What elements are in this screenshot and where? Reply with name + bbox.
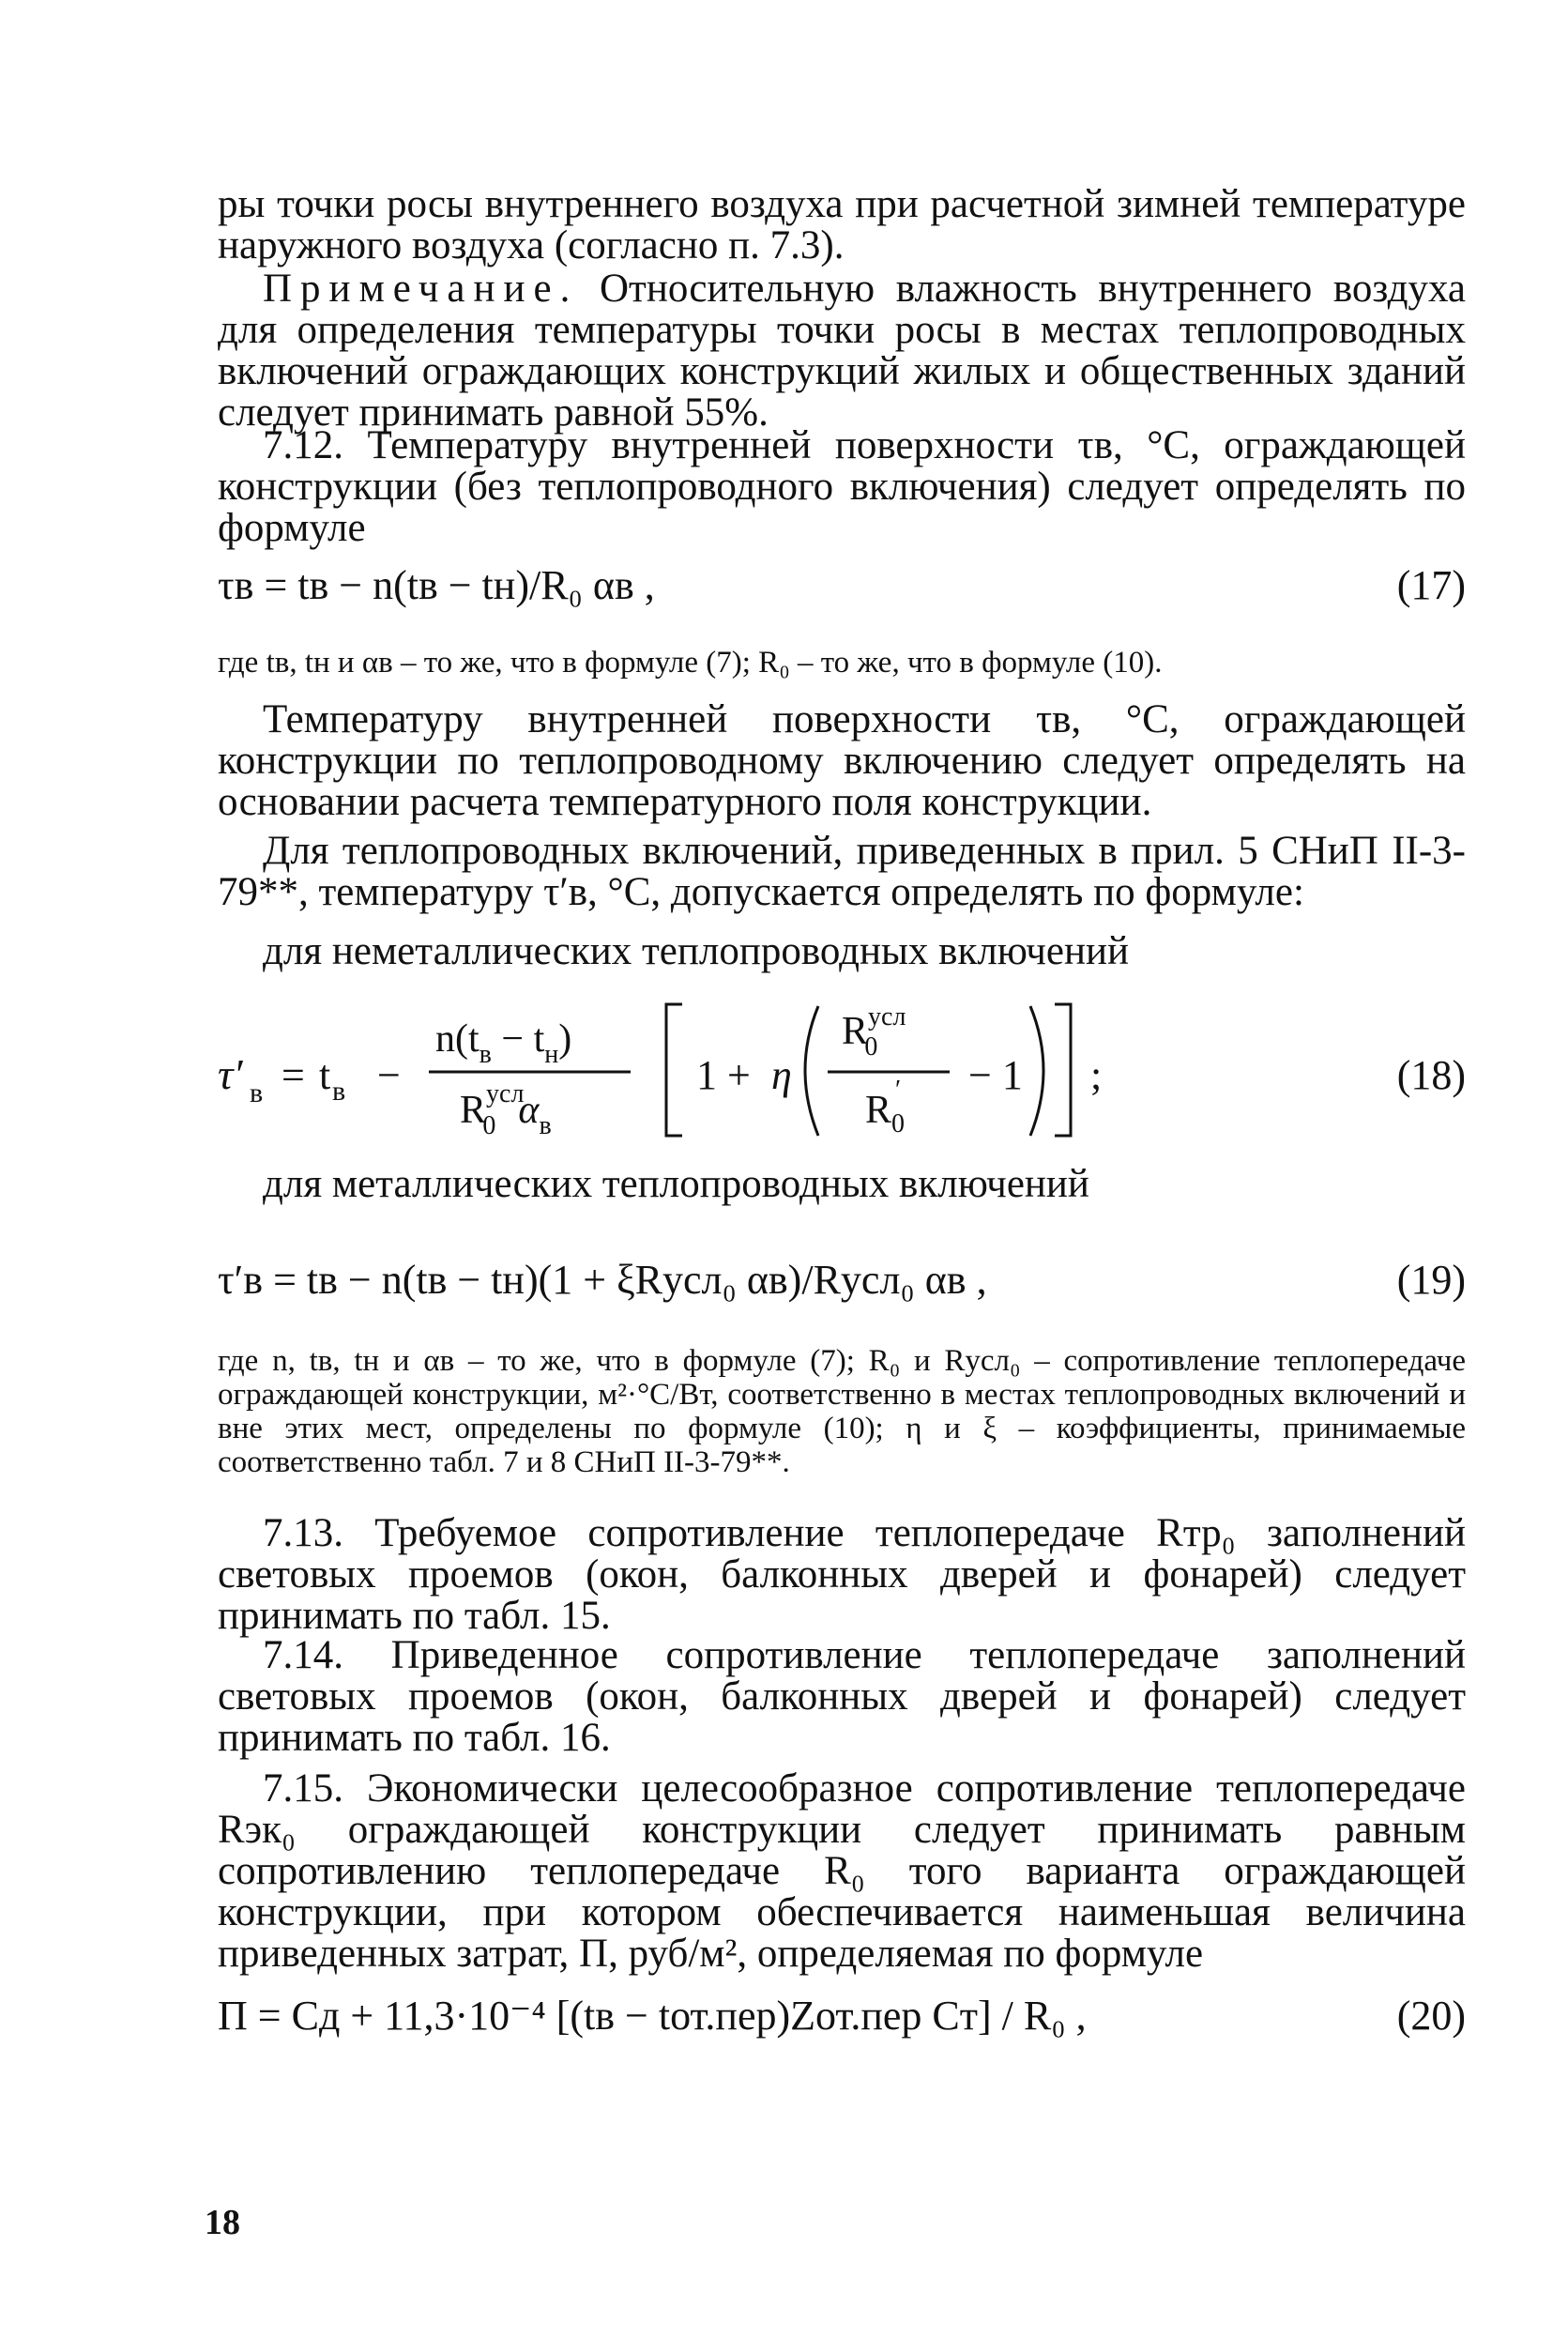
note-text: Относительную влажность внутреннего воздуха для определения температуры точки росы в местах теплопроводных включений ограждающих конструкций жилых и общественных зданий следует принимать равной 55%. — [218, 267, 1467, 435]
section-number: 7.12. — [263, 423, 343, 467]
equation-17 — [218, 561, 1466, 609]
eq18-eta: η — [771, 1052, 792, 1098]
where-19: где n, tв, tн и αв – то же, что в формуле (7); R₀ и Rусл₀ – сопротивление теплопередаче ограждающей конструкции, м²·°С/Вт, соответственно в местах теплопроводных включений и вне этих мест, определены по формуле (10); η и ξ – коэффициенты, принимаемые соответственно табл. 7 и 8 СНиП II-3-79**. — [218, 1344, 1466, 1479]
metal-label: для металлических теплопроводных включений — [263, 1162, 1089, 1206]
eq18-denominator: $R^{усл}$ 0 $\alpha_в$ — [460, 1079, 552, 1140]
equation-20 — [218, 1992, 1466, 2040]
eq18-t: t — [319, 1052, 331, 1098]
eq18-minus-one: − 1 — [968, 1052, 1023, 1098]
note-label: Примечание. — [263, 267, 579, 311]
paragraph-inner-surface: Температуру внутренней поверхности τв, °С, ограждающей конструкции по теплопроводному включению следует определять на основании расчета температурного поля конструкции. — [218, 697, 1466, 824]
eq18-t-sub: в — [332, 1076, 346, 1107]
eq18-inner-num: $R^{усл}$ 0 — [842, 1002, 906, 1062]
eq18-number: (18) — [1396, 1052, 1466, 1098]
eq18-semicolon: ; — [1090, 1052, 1103, 1098]
eq18-tau-sub: в — [250, 1077, 264, 1108]
equation-number: (20) — [1396, 1993, 1466, 2039]
section-7-15: 7.15. Экономически целесообразное сопротивление теплопередаче Rэк₀ ограждающей конструкции следует принимать равным сопротивлению теплопередаче R₀ того варианта ограждающей конструкции, при котором обеспечивается наименьшая величина приведенных затрат, П, руб/м², определяемая по формуле — [218, 1766, 1466, 1976]
equation-text: τ′в = tв − n(tв − tн)(1 + ξRусл₀ αв)/Rусл₀ αв , — [218, 1257, 987, 1303]
note-paragraph — [218, 268, 1466, 434]
equation-number: (19) — [1396, 1257, 1466, 1303]
section-7-13: 7.13. Требуемое сопротивление теплопередаче Rтр₀ заполнений световых проемов (окон, балконных дверей и фонарей) следует принимать по табл. 15. — [218, 1511, 1466, 1638]
eq18-paren-left — [805, 1006, 818, 1136]
eq18-minus: − — [377, 1052, 401, 1098]
eq18-paren-right — [1030, 1006, 1043, 1136]
equation-number: (17) — [1396, 562, 1466, 608]
eq18-bracket-right — [1055, 1004, 1071, 1136]
section-7-14: 7.14. Приведенное сопротивление теплопередаче заполнений световых проемов (окон, балконных дверей и фонарей) следует принимать по табл. 16. — [218, 1633, 1466, 1760]
eq18-bracket-left — [666, 1004, 682, 1136]
eq18-inner-den: $R_0'$ — [865, 1076, 906, 1138]
equation-text: τв = tв − n(tв − tн)/R₀ αв , — [218, 562, 655, 608]
where-17: где tв, tн и αв – то же, что в формуле (7); R₀ – то же, что в формуле (10). — [218, 646, 1163, 680]
page-number: 18 — [205, 2203, 240, 2242]
eq18-one-plus: 1 + — [696, 1052, 751, 1098]
eq18-numerator: $n(t_в - t_н)$ — [435, 1017, 572, 1069]
paragraph-snip: Для теплопроводных включений, приведенных в прил. 5 СНиП II-3-79**, температуру τ′в, °С, допускается определять по формуле: — [218, 829, 1466, 914]
section-text: Температуру внутренней поверхности τв, °С, ограждающей конструкции (без теплопроводного включения) следует определять по формуле — [218, 423, 1467, 550]
eq18-equals: = — [282, 1052, 305, 1098]
paragraph-continuation: ры точки росы внутреннего воздуха при расчетной зимней температуре наружного воздуха (согласно п. 7.3). — [218, 182, 1466, 267]
equation-18 — [218, 986, 1466, 1164]
equation-19 — [218, 1256, 1466, 1304]
nonmetal-label: для неметаллических теплопроводных включений — [263, 929, 1130, 973]
section-7-12 — [218, 425, 1466, 549]
eq18-tau: τ′ — [218, 1050, 243, 1098]
equation-text: П = Cд + 11,3·10⁻⁴ [(tв − tот.пер)Zот.пер Cт] / R₀ , — [218, 1993, 1087, 2039]
